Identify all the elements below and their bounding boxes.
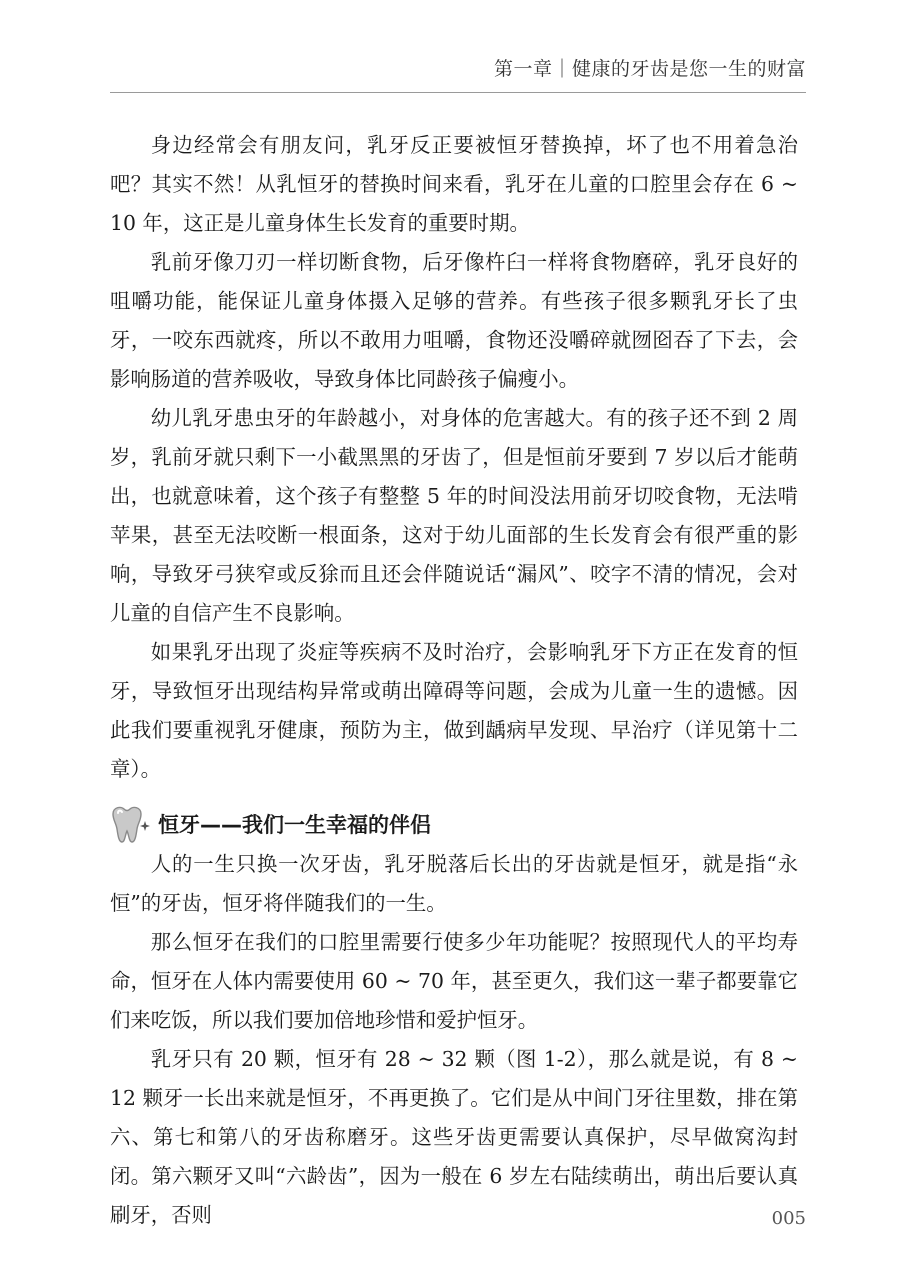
paragraph: 幼儿乳牙患虫牙的年龄越小，对身体的危害越大。有的孩子还不到 2 周岁，乳前牙就只剩下一小截黑黑的牙齿了，但是恒前牙要到 7 岁以后才能萌出，也就意味着，这个孩子有整整 5 年的时间没法用前牙切咬食物，无法啃苹果，甚至无法咬断一根面条，这对于幼儿面部的生长发育会有很严重的影响，导致牙弓狭窄或反狳而且还会伴随说话“漏风”、咬字不清的情况，会对儿童的自信产生不良影响。: [110, 406, 798, 625]
paragraph: 乳前牙像刀刃一样切断食物，后牙像杵臼一样将食物磨碎，乳牙良好的咀嚼功能，能保证儿童身体摄入足够的营养。有些孩子很多颗乳牙长了虫牙，一咬东西就疼，所以不敢用力咀嚼，食物还没嚼碎就囫囵吞了下去，会影响肠道的营养吸收，导致身体比同龄孩子偏瘦小。: [110, 250, 798, 391]
section-heading-text: 恒牙——我们一生幸福的伴侣: [158, 812, 431, 837]
paragraph: 身边经常会有朋友问，乳牙反正要被恒牙替换掉，坏了也不用着急治吧？其实不然！从乳恒牙的替换时间来看，乳牙在儿童的口腔里会存在 6 ~ 10 年，这正是儿童身体生长发育的重要时期。: [110, 133, 798, 235]
tooth-sparkle-icon: [108, 805, 150, 845]
paragraph: 乳牙只有 20 颗，恒牙有 28 ~ 32 颗（图 1-2），那么就是说，有 8 ~ 12 颗牙一长出来就是恒牙，不再更换了。它们是从中间门牙往里数，排在第六、第七和第八的牙齿称磨牙。这些牙齿更需要认真保护，尽早做窝沟封闭。第六颗牙又叫“六龄齿”，因为一般在 6 岁左右陆续萌出，萌出后要认真刷牙，否则: [110, 1047, 798, 1227]
running-header: 第一章｜健康的牙齿是您一生的财富: [493, 58, 806, 80]
paragraph: 那么恒牙在我们的口腔里需要行使多少年功能呢？按照现代人的平均寿命，恒牙在人体内需要使用 60 ~ 70 年，甚至更久，我们这一辈子都要靠它们来吃饭，所以我们要加倍地珍惜和爱护恒牙。: [110, 930, 798, 1032]
paragraph: 如果乳牙出现了炎症等疾病不及时治疗，会影响乳牙下方正在发育的恒牙，导致恒牙出现结构异常或萌出障碍等问题，会成为儿童一生的遗憾。因此我们要重视乳牙健康，预防为主，做到龋病早发现、早治疗（详见第十二章）。: [110, 640, 798, 781]
paragraph: 人的一生只换一次牙齿，乳牙脱落后长出的牙齿就是恒牙，就是指“永恒”的牙齿，恒牙将伴随我们的一生。: [110, 852, 798, 915]
body-text: [110, 126, 798, 1235]
section-heading: [110, 801, 798, 849]
header-rule: [110, 92, 806, 93]
page-number: 005: [771, 1208, 806, 1229]
